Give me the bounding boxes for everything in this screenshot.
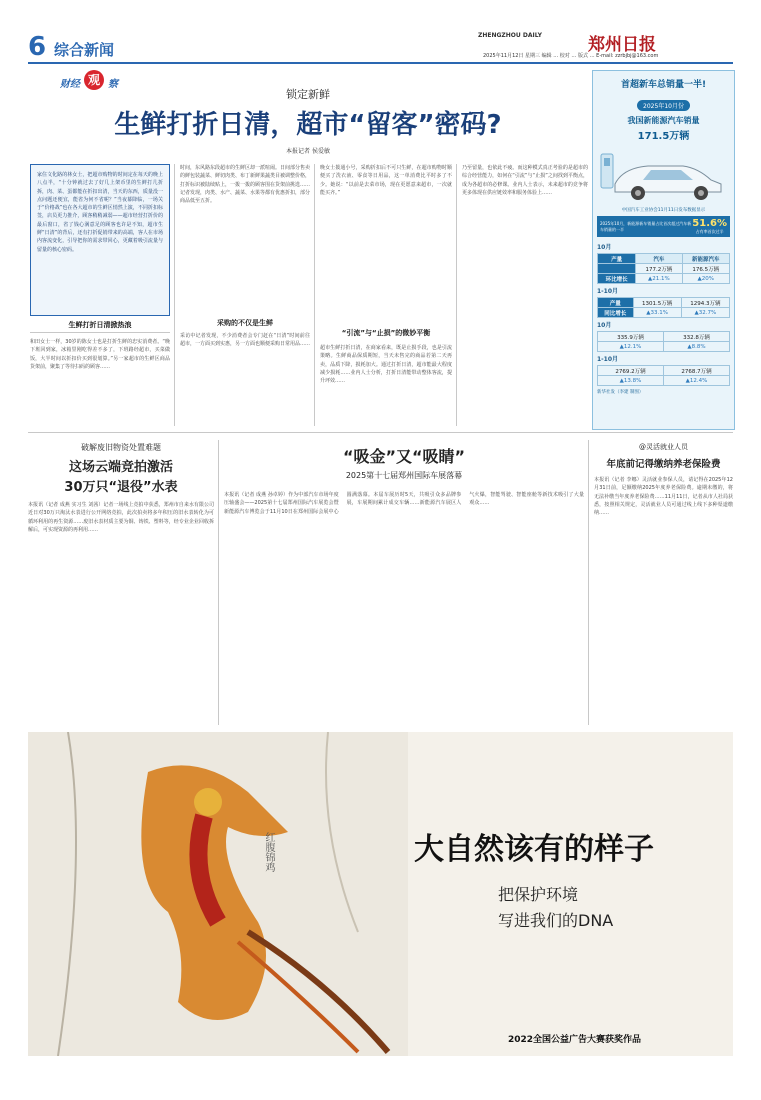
subhead-1: 生鲜打折日清掀热浪 bbox=[68, 321, 132, 329]
ad-value: 171.5万辆 bbox=[637, 131, 690, 142]
table-row bbox=[598, 332, 730, 342]
table-cell: 332.8万辆 bbox=[664, 332, 730, 342]
ad-period-label: 2025年10月份 bbox=[637, 100, 690, 111]
table-cell: ▲32.7% bbox=[681, 308, 729, 318]
table-period: 10月 bbox=[597, 322, 612, 329]
table-cell: 环比增长 bbox=[598, 274, 636, 284]
table-cell: 产量 bbox=[598, 298, 634, 308]
col-divider bbox=[456, 164, 457, 426]
top-story-byline: 本报记者 侯爱敏 bbox=[286, 148, 330, 155]
masthead-rule bbox=[28, 62, 733, 64]
story-pension bbox=[594, 438, 733, 728]
sales-table bbox=[597, 365, 730, 386]
table-cell: ▲12.1% bbox=[598, 342, 664, 352]
sales-table bbox=[597, 253, 730, 284]
story4-body: 本报讯（记者 李娜）灵活就业参保人员，请记得在2025年12月31日前，足额缴纳2025年度养老保险费。逾期未缴的，将无法补缴当年度养老保险费……11月11日，记者从市人社局获悉，按照相关规定，灵活就业人员可通过线上线下多种渠道缴纳…… bbox=[594, 477, 733, 517]
table-cell: 177.2万辆 bbox=[636, 264, 682, 274]
table-cell: 2768.7万辆 bbox=[664, 366, 730, 376]
share-value: 51.6% bbox=[692, 218, 727, 229]
date-line: 2025年11月12日 星期三 编辑 … 校对 … 版式 … E-mail: zzrbjbj@163.com bbox=[483, 53, 659, 59]
car-charging-illustration bbox=[593, 144, 732, 206]
col-divider bbox=[314, 164, 315, 426]
story2-body: 本报讯（记者 成燕 实习生 刘茜）记者一场线上竞拍中获悉，郑州市自来水有限公司近日对30万只淘汰水表进行公开网络竞拍，此次拍卖将多年积压的旧水表转化为可循环利用的再生资源……废旧水表材质主要为铜、铸铁、塑料等，经专业企业回收拆解后，可实现资源的再利用…… bbox=[28, 502, 214, 533]
lead-text: 家住文化路的林女士，把超市购物的时间定在每天的晚上八点半，“十分钟就过去了好几上架币里的生鲜打几折拆，肉、菜、蛋都能在折扣出清，当天的东西，质量没一点问题还便宜，能省为何不省呢？”当夜幕降临，一场关于“价格战”也在各大超市的生鲜区悄然上演，不同折扣标签，店员更力推介，顾客稍稍减弱——超市经营打折价的最后窗口，省了钱心满意足的顾客也许是不知，超市生鲜“日清”的背后，还有打折促销带来的高端，客人在市场内客流变化，引导把你的需求带回心，更藏着吸引流量与留量的核心密码。 bbox=[37, 172, 163, 253]
table-cell: ▲21.1% bbox=[636, 274, 682, 284]
story2-headline-2: 30万只“退役”水表 bbox=[64, 480, 178, 495]
section-title: 综合新闻 bbox=[54, 41, 115, 59]
table-cell: ▲8.8% bbox=[664, 342, 730, 352]
table-row bbox=[598, 274, 730, 284]
pa-slogan: 大自然该有的样子 bbox=[414, 832, 654, 867]
table-cell: ▲20% bbox=[682, 274, 730, 284]
table-period: 10月 bbox=[597, 244, 612, 251]
section-divider bbox=[28, 432, 733, 433]
badge-left: 财经 bbox=[60, 79, 80, 90]
story4-headline: 年底前记得缴纳养老保险费 bbox=[606, 459, 721, 470]
ad-period-pill bbox=[593, 93, 734, 112]
story3-body: 本报讯（记者 成燕 孙卓婷）作为中部汽车市场年度压轴盛会——2025第十七届郑州国际汽车展览会暨新能源汽车博览会于11月10日在郑州国际会展中心圆满落幕。本届车展历时5天，共吸引众多品牌参展，车展期间累计成交车辆……新能源汽车展区人气火爆，智能驾驶、智能座舱等新技术吸引了大量观众…… bbox=[224, 492, 584, 515]
col-divider bbox=[588, 440, 589, 725]
table-period: 1-10月 bbox=[597, 288, 619, 295]
ad-source: 新华社发（李建 制图） bbox=[597, 390, 644, 395]
body-e: 超市生鲜打折日清，在商家看来，既是止损手段，也是引流策略。生鲜商品保质期短，当天未售完的商品若第二天再卖，品质下降，损耗加大。通过打折日清，超市能最大程度减少损耗……业内人士分析，打折日清能带动整体客流，提升坪效…… bbox=[320, 345, 452, 385]
lead-box bbox=[30, 164, 170, 316]
public-service-ad bbox=[28, 732, 733, 1056]
paper-en-name: ZHENGZHOU DAILY bbox=[478, 32, 542, 39]
table-row bbox=[598, 366, 730, 376]
share-label: 2025年10月，新能源新车销量占比首次超过汽车新车销量的一半 bbox=[600, 221, 692, 232]
table-row bbox=[598, 308, 730, 318]
col-divider bbox=[174, 164, 175, 426]
table-cell: 335.9万辆 bbox=[598, 332, 664, 342]
table-row bbox=[598, 342, 730, 352]
story2-kicker: 破解废旧物资处置难题 bbox=[81, 443, 161, 452]
subhead-3: “引流”与“止损”的微妙平衡 bbox=[341, 329, 431, 337]
pa-line-2: 写进我们的DNA bbox=[498, 911, 614, 930]
story3-kicker: “吸金”又“吸睛” bbox=[342, 447, 466, 466]
badge-mid: 观 bbox=[84, 70, 104, 90]
paper-logo: 郑州日报 bbox=[588, 35, 656, 55]
ad-headline: 我国新能源汽车销量 bbox=[627, 116, 700, 125]
table-cell: 1294.3万辆 bbox=[681, 298, 729, 308]
story3-sub: 2025第十七届郑州国际车展落幕 bbox=[345, 471, 463, 480]
subhead-2: 采购的不仅是生鲜 bbox=[217, 319, 273, 327]
page-number: 6 bbox=[28, 32, 47, 62]
share-banner bbox=[597, 216, 730, 237]
table-row bbox=[598, 376, 730, 386]
masthead bbox=[28, 30, 733, 64]
body-f: 乃至留量，也依此不疲。而这种模式真正考验的是超市的综合经营能力，如何在“引流”与“止损”之间找到平衡点，成为各超市的必修课。业内人士表示，未来超市的竞争将更多体现在供应链效率和服务体验上…… bbox=[462, 165, 588, 196]
table-cell: 汽车 bbox=[636, 254, 682, 264]
top-story bbox=[28, 68, 588, 428]
table-cell: ▲33.1% bbox=[633, 308, 681, 318]
golden-pheasant-illustration bbox=[28, 732, 733, 1056]
table-cell: 同比增长 bbox=[598, 308, 634, 318]
badge-right: 察 bbox=[108, 79, 118, 90]
share-value-box bbox=[692, 218, 727, 235]
top-story-kicker: 锁定新鲜 bbox=[286, 88, 330, 101]
table-cell: 新能源汽车 bbox=[682, 254, 730, 264]
story4-kicker: @灵活就业人员 bbox=[639, 443, 688, 451]
body-d: 晚女士拨通小号，采购折扣后不可只生鲜，在超市购物时顺便买了洗衣液、零食等日用品，这一单消费比平时多了不少。她说：“以前是去菜市场，现在更愿意来超市，一次就能买齐。” bbox=[320, 165, 452, 196]
top-story-headline: 生鲜打折日清，超市“留客”密码? bbox=[114, 110, 502, 140]
story2-headline-1: 这场云端竞拍激活 bbox=[68, 460, 173, 475]
col-divider bbox=[218, 440, 219, 725]
table-period: 1-10月 bbox=[597, 356, 619, 363]
pheasant-label: 红腹锦鸡 bbox=[263, 832, 274, 872]
body-c: 采访中记者发现，不少消费者会专门赶在“日清”时间前往超市，一方面买到实惠，另一方面也顺便采购日常用品…… bbox=[180, 333, 310, 348]
sub1-rule bbox=[30, 332, 170, 333]
body-a: 和田女士一样，30岁的陈女士也是打折生鲜的忠实消费者。“晚下班回到家，冰箱里刚吃得差不多了，下班路经超市，买菜做饭，大半时间以折扣价买到很划算。”另一家超市的生鲜区商品货架前，聚集了等待扫码的顾客…… bbox=[30, 339, 170, 370]
sales-tables bbox=[597, 240, 730, 386]
table-row bbox=[598, 254, 730, 264]
table-cell: 176.5万辆 bbox=[682, 264, 730, 274]
sales-table bbox=[597, 331, 730, 352]
sales-table bbox=[597, 297, 730, 318]
ad-note: 中国汽车工业协会11月11日发布数据显示 bbox=[621, 208, 706, 213]
table-cell: 2769.2万辆 bbox=[598, 366, 664, 376]
story-water-meter bbox=[28, 438, 214, 728]
pa-line-1: 把保护环境 bbox=[498, 885, 579, 904]
table-cell: 1301.5万辆 bbox=[633, 298, 681, 308]
pa-footer: 2022全国公益广告大赛获奖作品 bbox=[508, 1035, 642, 1045]
table-row bbox=[598, 264, 730, 274]
story-auto-show bbox=[224, 438, 584, 728]
nev-sales-infographic bbox=[592, 70, 735, 430]
share-note: 占有率首次过半 bbox=[695, 229, 724, 234]
table-cell bbox=[598, 264, 636, 274]
table-row bbox=[598, 298, 730, 308]
table-cell: ▲12.4% bbox=[664, 376, 730, 386]
ad-title: 首超新车总销量一半! bbox=[620, 80, 707, 90]
table-cell: ▲13.8% bbox=[598, 376, 664, 386]
table-cell: 产量 bbox=[598, 254, 636, 264]
body-b: 时间，东风路东段超市的生鲜区却一派喧闹。日间部分售卖的鲜包装蔬菜、鲜切肉类、布丁新鲜果蔬类目被调整价格，打折标识被陆续贴上，一拨一拨的顾客围在货架前挑选……记者发现，肉类、水产、蔬菜、水果等都有优惠折扣，部分商品低至五折。 bbox=[180, 165, 310, 205]
